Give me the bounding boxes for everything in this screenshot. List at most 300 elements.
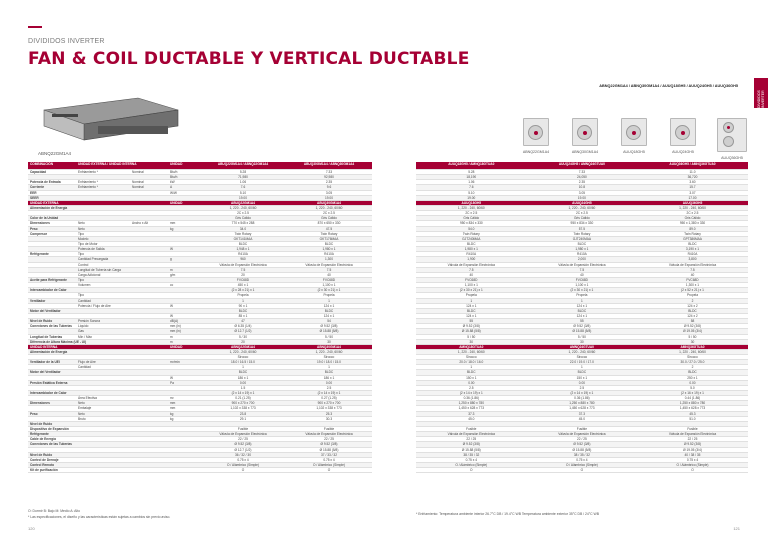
outdoor-unit-label: AUUQ18GH5 (623, 150, 645, 154)
table-cell (168, 355, 200, 359)
table-cell: O (327, 468, 331, 473)
table-cell: 58 (690, 319, 695, 324)
table-cell: Enfriamiento * (78, 185, 99, 190)
table-cell: 0.00 (689, 380, 696, 385)
table-cell: Propela (237, 293, 249, 298)
footnote: * Las especificaciones, el diseño y las características están sujetas a cambios sin previo aviso. (28, 514, 171, 519)
table-cell: 47 (241, 319, 245, 324)
table-cell: 38 / 35 / 32 (573, 452, 590, 457)
table-cell (28, 263, 76, 267)
table-cell: 17.00 (688, 195, 697, 200)
table-cell (28, 365, 76, 369)
header-cell: AUUQ36GH5 / AMNQ36GTUA0 (669, 162, 716, 166)
table-cell: 1, 220 - 240, 60/60 (457, 349, 485, 354)
table-cell: 55 (580, 319, 584, 324)
table-cell: Gris Cálido (684, 216, 701, 221)
table-cell: 1,300 (325, 257, 333, 262)
table-cell: ABUQ22GM1A4 (231, 200, 255, 205)
table-cell (76, 422, 130, 426)
section-side-tab[interactable]: DIVIDIDOS INVERTER (754, 78, 768, 108)
table-cell (76, 468, 130, 472)
table-cell: 7.6 (240, 185, 246, 190)
table-cell: Diferencia de Altura Máxima (UE - UI) (30, 339, 87, 344)
table-cell (76, 345, 130, 349)
table-cell: 124 x 1 (576, 303, 588, 308)
table-cell: 1,450 x 628 x 773 (458, 406, 484, 411)
table-cell: Ø 15.88 (5/8) (572, 329, 592, 334)
table-cell: 15.7 (689, 185, 696, 190)
table-cell: Peso (30, 226, 38, 231)
table-cell (28, 257, 76, 261)
table-cell: 450 x 1 (237, 283, 249, 288)
table-cell: R410A (687, 252, 698, 257)
table-cell: 22 / 25 (324, 437, 334, 442)
table-cell: (2 x 14 x 19) x 1 (570, 391, 594, 396)
table-cell (130, 191, 168, 195)
table-cell: Ø 19.05 (3/4) (683, 329, 702, 334)
table-cell (28, 396, 76, 400)
table-cell: 45.0 (578, 416, 585, 421)
table-cell: mm (170, 406, 176, 411)
table-cell: 2.5 (326, 385, 332, 390)
table-cell (76, 427, 130, 431)
table-cell: Bruto (78, 416, 86, 421)
table-cell: 45.3 (689, 411, 696, 416)
table-cell: Sirocco (237, 355, 249, 360)
table-cell (76, 211, 130, 215)
table-cell: Sirocco (465, 355, 477, 360)
table-cell (200, 422, 286, 426)
table-cell (130, 340, 168, 344)
table-cell: 1.5 (240, 385, 246, 390)
table-cell: 90 x 1 (238, 303, 248, 308)
table-cell: Válvula de Expansión Electrónica (219, 262, 267, 267)
table-cell: SEER (30, 195, 39, 200)
table-cell: Intercambiador de Calor (30, 391, 67, 396)
table-cell: 1,102 x 338 x 773 (316, 406, 342, 411)
table-cell: 1 (470, 365, 473, 370)
table-cell: Gris Cálido (574, 216, 590, 221)
table-cell: 0.75 x 4 (576, 457, 588, 462)
table-cell: Válvula de Expansión Electrónica (668, 432, 717, 437)
table-cell (130, 288, 168, 292)
table-cell: 2C x 2.5 (465, 211, 478, 216)
table-cell (130, 427, 168, 431)
table-cell: 124 x 1 (323, 303, 335, 308)
table-cell (130, 196, 168, 200)
table-cell: Potencia de Entrada (30, 180, 61, 185)
table-cell (130, 283, 168, 287)
table-cell (130, 437, 168, 441)
table-cell: 3.05 (325, 190, 333, 195)
table-cell: 20 (241, 339, 245, 344)
table-cell (168, 196, 200, 200)
table-cell: 54 (327, 319, 331, 324)
table-cell: 45.0 (468, 416, 475, 421)
table-cell: 5.28 (468, 170, 475, 174)
table-cell (168, 422, 200, 426)
table-cell (28, 283, 76, 287)
table-cell: 85 x 1 (238, 313, 248, 318)
table-cell: O (691, 468, 694, 473)
table-cell: 2,000 (577, 257, 586, 262)
table-cell: 23.8 (239, 411, 247, 416)
table-cell (130, 406, 168, 410)
header-cell: UNIDAD (170, 162, 183, 166)
table-cell (130, 386, 168, 390)
table-cell: 950 x 834 x 330 (459, 221, 483, 226)
table-cell: 22 / 25 (466, 437, 477, 442)
table-cell: kg (170, 416, 174, 421)
table-cell (130, 391, 168, 395)
table-cell (416, 422, 527, 426)
table-cell: Dimensiones (30, 221, 50, 226)
table-cell (76, 463, 130, 467)
table-cell: Ventilador (30, 298, 46, 303)
table-cell: Ancho x Alt (132, 221, 148, 226)
table-cell: W (170, 303, 174, 308)
table-cell (168, 458, 200, 462)
table-cell (527, 422, 638, 426)
table-cell: Tipo (78, 231, 85, 236)
table-cell: 30 (469, 339, 474, 344)
table-cell: Pa (170, 380, 174, 385)
table-cell: Enfriamiento * (78, 170, 99, 174)
table-cell: Propela (686, 293, 698, 298)
table-cell: 40 (690, 272, 695, 277)
table-cell: 7.33 (578, 170, 585, 174)
table-cell: 0.36 (1.86) (463, 396, 479, 401)
table-cell: (2 x 30 x 21) x 1 (570, 288, 594, 293)
table-cell (28, 448, 76, 452)
table-cell: O / Alámbrico (Simple) (313, 463, 345, 468)
table-cell: Neto (78, 226, 85, 231)
table-cell: A (170, 185, 173, 190)
table-cell: 186 x 1 (323, 375, 335, 380)
table-cell: Twin Rotary (234, 231, 252, 236)
table-cell (286, 422, 372, 426)
table-cell: 1.06 (468, 180, 475, 185)
table-cell: AMNQ18GTUA0 (459, 344, 484, 349)
table-cell: 1,450 x 628 x 773 (679, 406, 706, 411)
table-cell: 870 x 650 x 330 (317, 221, 341, 226)
table-cell: 2C x 2.5 (323, 211, 335, 216)
table-cell: Propela (576, 293, 588, 298)
table-cell: O (241, 468, 245, 473)
table-cell: BLDC (688, 241, 697, 246)
outdoor-unit-label: ABNQ30GM1A4 (571, 150, 599, 154)
table-cell: Twin Rotary (684, 231, 701, 236)
table-cell: Carga Adicional (78, 272, 101, 277)
table-cell (168, 242, 200, 246)
table-cell: m² (170, 396, 174, 401)
table-cell (28, 376, 76, 380)
table-cell: 1,100 x 1 (464, 283, 478, 288)
table-cell (168, 448, 200, 452)
table-cell: 1,450 x 628 x 773 (569, 406, 595, 411)
table-cell (28, 268, 76, 272)
table-cell (76, 386, 130, 390)
table-cell: 1,980 x 1 (464, 247, 478, 252)
table-cell: AMNQ24GTUA0 (569, 344, 594, 349)
table-cell (28, 247, 76, 251)
table-cell: (2 x 52 x 21) x 1 (681, 288, 704, 293)
table-cell: Tipo (78, 277, 85, 282)
table-cell: (2 x 30 x 21) x 1 (459, 288, 483, 293)
table-cell: BLDC (238, 308, 248, 313)
table-cell: 2.5 (579, 385, 585, 390)
header-cell (130, 162, 168, 169)
table-cell (168, 263, 200, 267)
table-cell: Fusible (576, 427, 588, 432)
spec-table-left (28, 162, 372, 473)
table-cell (130, 463, 168, 467)
table-cell: Flujo de Aire (78, 360, 96, 365)
outdoor-unit (514, 118, 558, 164)
table-cell: BLDC (467, 308, 476, 313)
table-cell: 7.5 (690, 267, 695, 272)
table-cell: 1, 220 - 240, 60/60 (679, 349, 706, 354)
models-header: ABNQ22GM1A4 / ABNQ30GM1A4 / AUUQ18GH5 / AUUQ24GH5 / AUUQ36GH5 (599, 84, 738, 88)
table-cell: 1, 220 - 240, 60/60 (457, 205, 485, 210)
table-cell (76, 391, 130, 395)
table-cell: 1, 220 - 240, 60/60 (229, 205, 257, 210)
table-cell: 40 / 38 / 35 (684, 452, 701, 457)
table-cell: BLDC (577, 241, 587, 246)
table-cell: Ø 15.88 (5/8) (461, 447, 481, 452)
table-cell: FVC68D (575, 277, 588, 282)
table-cell: Líquido (78, 324, 89, 329)
table-cell: Potencia / Flujo de Aire (78, 303, 111, 308)
table-cell (130, 201, 168, 205)
table-cell: 900 x 270 x 700 (231, 401, 255, 406)
table-cell: Nominal (132, 170, 144, 174)
table-cell: BLDC (324, 241, 334, 246)
footnote-right: * Enfriamiento: Temperatura ambiente interior 26.7°C DB / 19.4°C WB Temperatura ambiente exterior 35°C DB / 24°C WB (416, 512, 600, 516)
table-cell (130, 252, 168, 256)
table-cell: 1,948 x 1 (236, 247, 250, 252)
table-cell: Longitud de Tubería sin Carga (78, 267, 121, 272)
table-cell: 7.5 (326, 267, 332, 272)
table-cell: 0.00 (325, 380, 333, 385)
table-cell: Btu/h (170, 170, 178, 174)
table-cell (130, 360, 168, 364)
table-cell: 37 / 33 / 32 (321, 452, 337, 457)
table-cell: BLDC (324, 308, 334, 313)
table-cell: Nivel de Ruido (30, 421, 53, 426)
table-cell (168, 278, 200, 282)
table-cell: 124 x 2 (687, 303, 698, 308)
table-cell: 124 x 1 (576, 313, 588, 318)
table-cell: Conexiones de las Tuberías (30, 324, 72, 329)
outdoor-unit-picture (523, 118, 549, 146)
table-cell (168, 211, 200, 215)
table-cell: AUUQ18GH5 (461, 200, 482, 205)
table-cell: Ø 6.35 (1/4) (234, 324, 252, 329)
table-cell: 10.8 (578, 185, 585, 190)
table-cell: Propela (323, 293, 335, 298)
table-cell (76, 437, 130, 441)
table-cell: Ø 9.52 (3/8) (320, 442, 338, 447)
table-cell: 1,100 x 1 (322, 283, 336, 288)
table-cell (130, 335, 168, 339)
table-cell: W/W (170, 190, 177, 195)
table-cell: BLDC (324, 370, 334, 375)
table-cell: 2 (691, 365, 694, 370)
table-cell: 1,250 x 880 x 780 (569, 401, 595, 406)
table-cell: 5 / 50 (325, 334, 333, 339)
table-cell: 1, 220 - 240, 60/60 (229, 349, 257, 354)
table-cell: 1, 220 - 240, 60/60 (315, 349, 343, 354)
table-cell: g/m (170, 272, 176, 277)
table-cell: (2 x 30 x 21) x 1 (317, 288, 341, 293)
table-cell: Refrigerante (30, 252, 49, 257)
table-cell: 30.3 (325, 416, 333, 421)
table-cell: 950 x 834 x 330 (570, 221, 594, 226)
table-cell: 250 x 1 (687, 375, 698, 380)
table-cell: 9.6 (326, 185, 332, 190)
table-cell: Válvula de Expansión Electrónica (305, 432, 353, 437)
table-cell: 54.0 (468, 226, 475, 231)
table-cell: AUUQ24GH5 (572, 200, 592, 205)
header-cell: AUUQ24GH5 / AMNQ24GTUA0 (558, 162, 605, 166)
table-cell: Fusible (466, 427, 477, 432)
table-cell: Conexiones de las Tuberías (30, 442, 72, 447)
table-cell (130, 257, 168, 261)
table-cell (130, 237, 168, 241)
table-cell (28, 355, 76, 359)
table-cell: W (170, 247, 174, 252)
table-cell: GJT240MAA (462, 236, 481, 241)
table-cell: m (170, 339, 173, 344)
table-cell (637, 422, 748, 426)
table-cell: 5.10 (239, 190, 247, 195)
spec-table-right (416, 162, 748, 473)
table-cell: Nominal (132, 180, 144, 185)
table-cell: Mín / Máx (78, 334, 92, 339)
table-cell: 1,250 x 880 x 780 (679, 401, 706, 406)
table-cell (168, 293, 200, 297)
table-cell: 5 / 50 (688, 334, 697, 339)
table-cell: 20 (241, 272, 245, 277)
table-cell (130, 401, 168, 405)
table-cell: 124 x 1 (323, 313, 335, 318)
table-cell: 7.5 (240, 267, 246, 272)
table-cell: 0.75 x 4 (686, 457, 699, 462)
table-cell (130, 211, 168, 215)
table-cell: Twin Rotary (573, 231, 591, 236)
table-cell (130, 216, 168, 220)
table-cell (168, 309, 200, 313)
table-cell: Ø 9.52 (3/8) (320, 324, 338, 329)
table-cell: 1 (242, 298, 244, 303)
table-cell: 1,980 x 1 (322, 247, 336, 252)
table-cell: Cantidad Precargada (78, 257, 109, 262)
table-cell: Ø 15.88 (5/8) (319, 329, 339, 334)
footnotes-left (28, 509, 170, 520)
table-cell: Fusible (687, 427, 698, 432)
table-cell: Propela (465, 293, 477, 298)
table-cell: 1,102 x 338 x 773 (230, 406, 256, 411)
outdoor-unit-images (514, 118, 754, 164)
table-cell: 5.0 (690, 385, 695, 390)
table-cell (76, 453, 130, 457)
table-cell: W (170, 375, 174, 380)
table-cell: Twin Rotary (320, 231, 338, 236)
table-cell: Tipo (78, 252, 85, 257)
table-cell (130, 299, 168, 303)
table-cell: Ø 9.52 (3/8) (234, 442, 252, 447)
table-cell (130, 422, 168, 426)
table-cell: Control de Drenaje (30, 457, 59, 462)
table-cell: 124 x 2 (687, 313, 698, 318)
page-title: FAN & COIL DUCTABLE Y VERTICAL DUCTABLE (28, 49, 470, 69)
table-cell: BLDC (577, 308, 587, 313)
table-cell: 3,190 x 1 (685, 247, 700, 252)
table-cell (130, 304, 168, 308)
table-cell (76, 458, 130, 462)
table-cell: 89.0 (689, 226, 696, 231)
table-cell: Aceite para Refrigerante (30, 277, 67, 282)
table-cell: 29.1 (239, 416, 247, 421)
table-cell: 0.75 x 4 (323, 457, 335, 462)
table-cell: Ø 12.7 (1/2) (234, 329, 252, 334)
table-cell (76, 175, 130, 179)
table-cell: 7.6 (469, 185, 474, 190)
table-cell: Ø 9.52 (3/8) (462, 324, 480, 329)
table-cell (130, 232, 168, 236)
table-cell: Ø 15.88 (5/8) (572, 447, 592, 452)
table-cell: Corriente (30, 185, 45, 190)
table-cell: m³/min (170, 360, 180, 365)
table-cell: O / Alámbrico (Simple) (227, 463, 259, 468)
outdoor-unit (612, 118, 656, 164)
accent-line (28, 26, 42, 28)
table-cell (130, 268, 168, 272)
table-cell (130, 376, 168, 380)
table-cell (168, 453, 200, 457)
table-cell (28, 314, 76, 318)
header-cell: UNIDAD EXTERNA / UNIDAD INTERNA (78, 162, 137, 166)
table-cell: 37.3 (468, 411, 475, 416)
outdoor-unit-picture (717, 118, 747, 152)
table-cell: 55 (469, 319, 474, 324)
table-cell: Ø 12.7 (1/2) (234, 447, 252, 452)
table-cell: 0.36 (1.86) (574, 396, 590, 401)
table-cell: 7.5 (579, 267, 585, 272)
header-cell: ABUQ22GM1A4 / ABNQ22GM1A4 (217, 162, 269, 166)
table-cell: O / Alámbrico (Simple) (676, 463, 709, 468)
table-cell: 3.05 (578, 190, 585, 195)
table-cell (28, 329, 76, 333)
table-cell: R410A (577, 252, 587, 257)
table-cell (76, 340, 130, 344)
table-cell: Longitud de Tuberías (30, 334, 63, 339)
table-cell: 0.75 x 4 (465, 457, 477, 462)
table-cell: 770 x 545 x 288 (231, 221, 255, 226)
table-cell (168, 299, 200, 303)
table-cell: 1, 220 - 240, 60/60 (568, 205, 596, 210)
table-cell: Gris Cálido (463, 216, 480, 221)
table-cell: 40 (580, 272, 584, 277)
table-cell: EER (30, 190, 37, 195)
table-cell (76, 196, 130, 200)
table-cell: Fusible (323, 427, 335, 432)
table-cell: Válvula de Expansión Electrónica (558, 432, 606, 437)
table-cell: 34.0 (239, 226, 247, 231)
table-cell: 1, 220 - 240, 60/60 (568, 349, 596, 354)
table-cell: Kit de purificación (30, 468, 58, 473)
